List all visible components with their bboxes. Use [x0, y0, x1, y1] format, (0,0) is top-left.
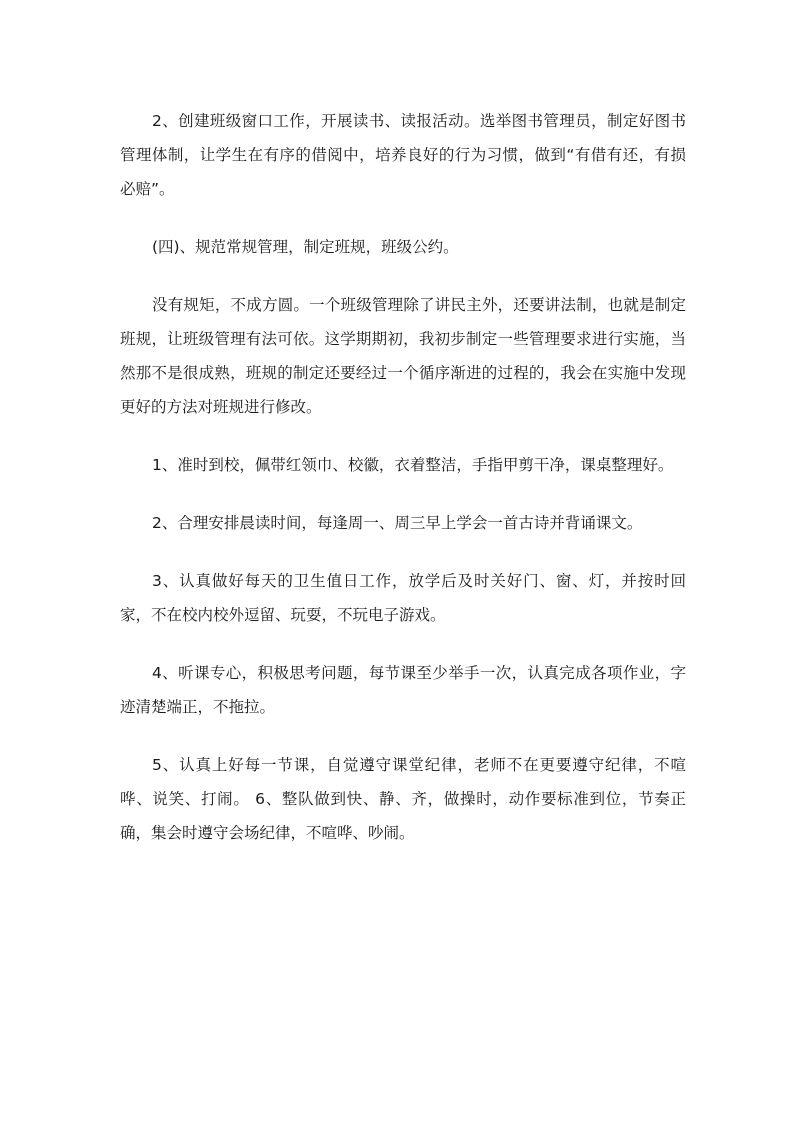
- paragraph-window-work: 2、创建班级窗口工作，开展读书、读报活动。选举图书管理员，制定好图书管理体制，让学生在有序的借阅中，培养良好的行为习惯，做到“有借有还，有损必赔”。: [120, 112, 686, 198]
- paragraph-rule-1: 1、准时到校，佩带红领巾、校徽，衣着整洁，手指甲剪干净，课桌整理好。: [152, 456, 674, 474]
- paragraph-rule-4: 4、听课专心，积极思考问题，每节课至少举手一次，认真完成各项作业，字迹清楚端正，不拖拉。: [120, 664, 686, 716]
- document-body: [120, 104, 686, 874]
- paragraph-rule-3: 3、认真做好每天的卫生值日工作，放学后及时关好门、窗、灯，并按时回家，不在校内校外逗留、玩耍，不玩电子游戏。: [120, 572, 686, 624]
- paragraph-class-rules-intro: 没有规矩，不成方圆。一个班级管理除了讲民主外，还要讲法制，也就是制定班规，让班级管理有法可依。这学期期初，我初步制定一些管理要求进行实施，当然那不是很成熟，班规的制定还要经过一个循序渐进的过程的，我会在实施中发现更好的方法对班规进行修改。: [120, 296, 686, 416]
- paragraph-rule-5-6: 5、认真上好每一节课，自觉遵守课堂纪律，老师不在更要遵守纪律，不喧哗、说笑、打闹。 6、整队做到快、静、齐，做操时，动作要标准到位，节奏正确，集会时遵守会场纪律，不喧哗、吵闹。: [120, 756, 686, 842]
- paragraph-section-four-heading: (四)、规范常规管理，制定班规，班级公约。: [152, 238, 459, 256]
- paragraph-rule-2: 2、合理安排晨读时间，每逢周一、周三早上学会一首古诗并背诵课文。: [152, 514, 643, 532]
